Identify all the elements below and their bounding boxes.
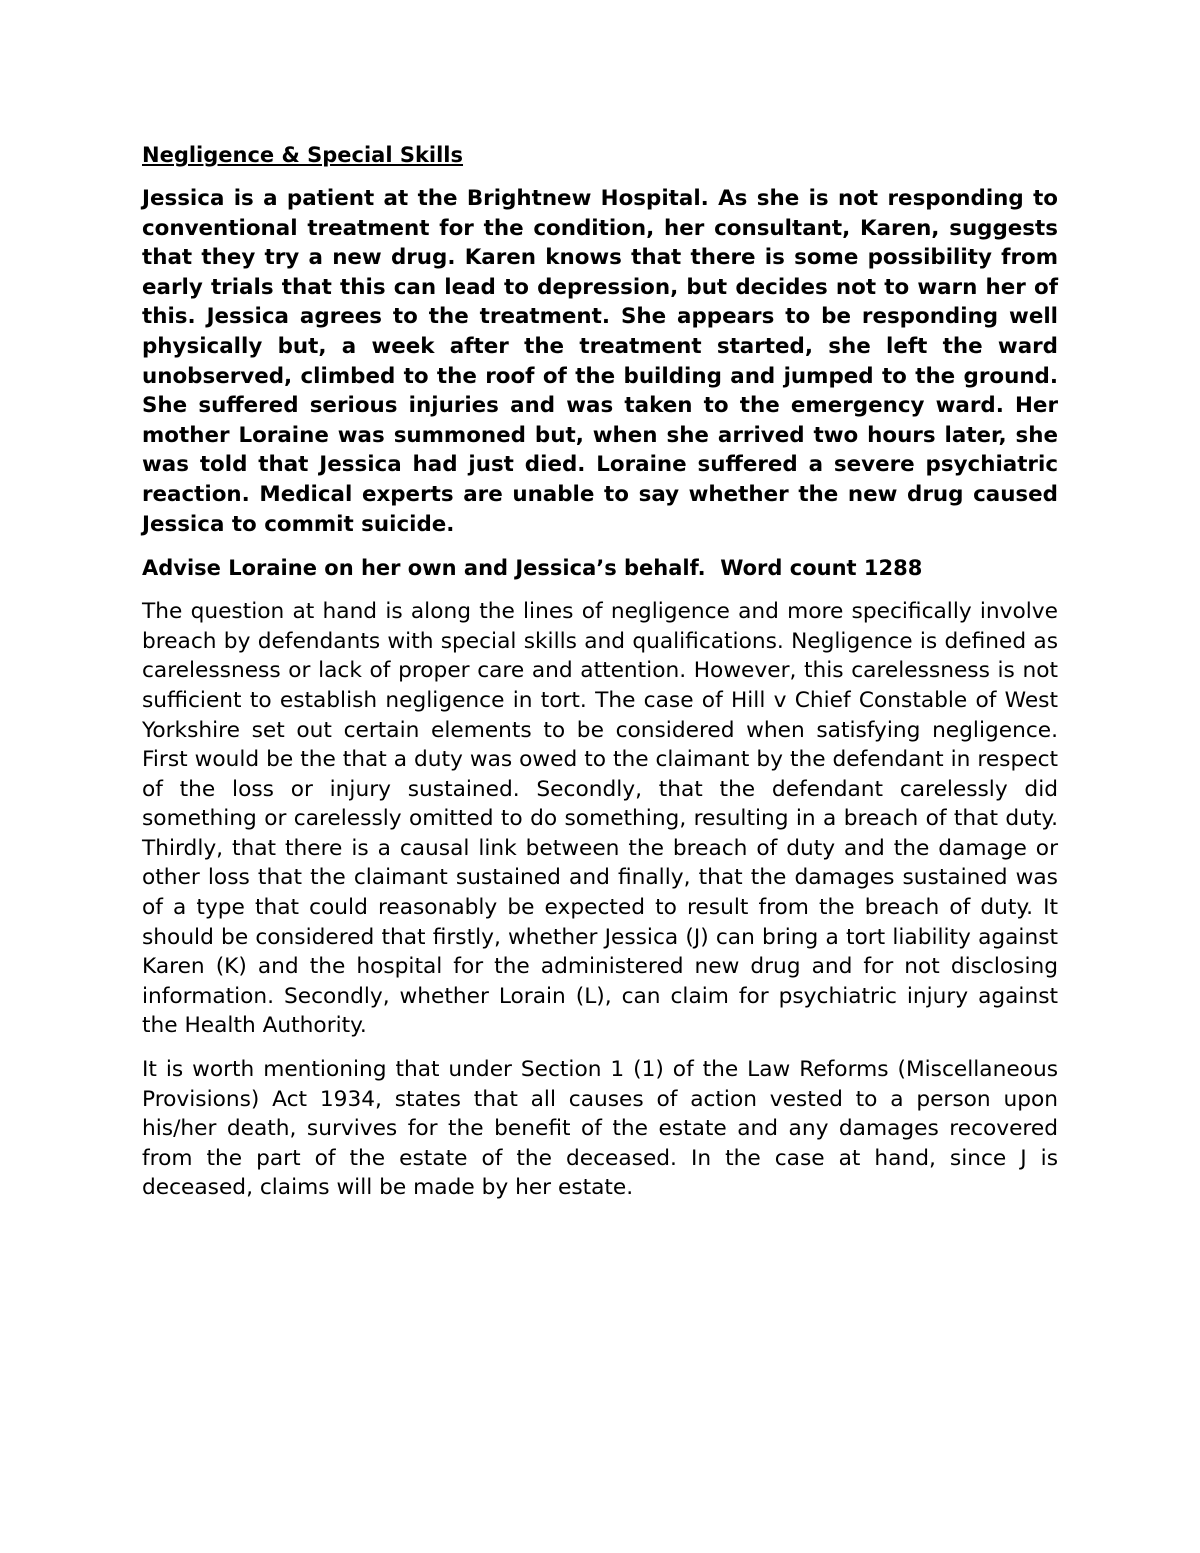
body-paragraph: The question at hand is along the lines of negligence and more specifically involve breach by defendants with special skills and qualifications. Negligence is defined as carelessness or lack of proper care and attention. However, this carelessness is not sufficient to establish negligence in tort. The case of Hill v Chief Constable of West Yorkshire set out certain elements to be considered when satisfying negligence. First would be the that a duty was owed to the claimant by the defendant in respect of the loss or injury sustained. Secondly, that the defendant carelessly did something or carelessly omitted to do something, resulting in a breach of that duty. Thirdly, that there is a causal link between the breach of duty and the damage or other loss that the claimant sustained and finally, that the damages sustained was of a type that could reasonably be expected to result from the breach of duty. It should be considered that firstly, whether Jessica (J) can bring a tort liability against Karen (K) and the hospital for the administered new drug and for not disclosing information. Secondly, whether Lorain (L), can claim for psychiatric injury against the Health Authority. <box>142 599 1058 1039</box>
instruction-line: Advise Loraine on her own and Jessica’s behalf. Word count 1288 <box>142 556 923 581</box>
document-title: Negligence & Special Skills <box>142 143 464 167</box>
document-page <box>142 140 1058 1217</box>
body-paragraph: It is worth mentioning that under Section 1 (1) of the Law Reforms (Miscellaneous Provisions) Act 1934, states that all causes of action vested to a person upon his/her death, survives for the benefit of the estate and any damages recovered from the part of the estate of the deceased. In the case at hand, since J is deceased, claims will be made by her estate. <box>142 1057 1058 1201</box>
question-paragraph: Jessica is a patient at the Brightnew Hospital. As she is not responding to conventional treatment for the condition, her consultant, Karen, suggests that they try a new drug. Karen knows that there is some possibility from early trials that this can lead to depression, but decides not to warn her of this. Jessica agrees to the treatment. She appears to be responding well physically but, a week after the treatment started, she left the ward unobserved, climbed to the roof of the building and jumped to the ground. She suffered serious injuries and was taken to the emergency ward. Her mother Loraine was summoned but, when she arrived two hours later, she was told that Jessica had just died. Loraine suffered a severe psychiatric reaction. Medical experts are unable to say whether the new drug caused Jessica to commit suicide. <box>142 186 1058 537</box>
